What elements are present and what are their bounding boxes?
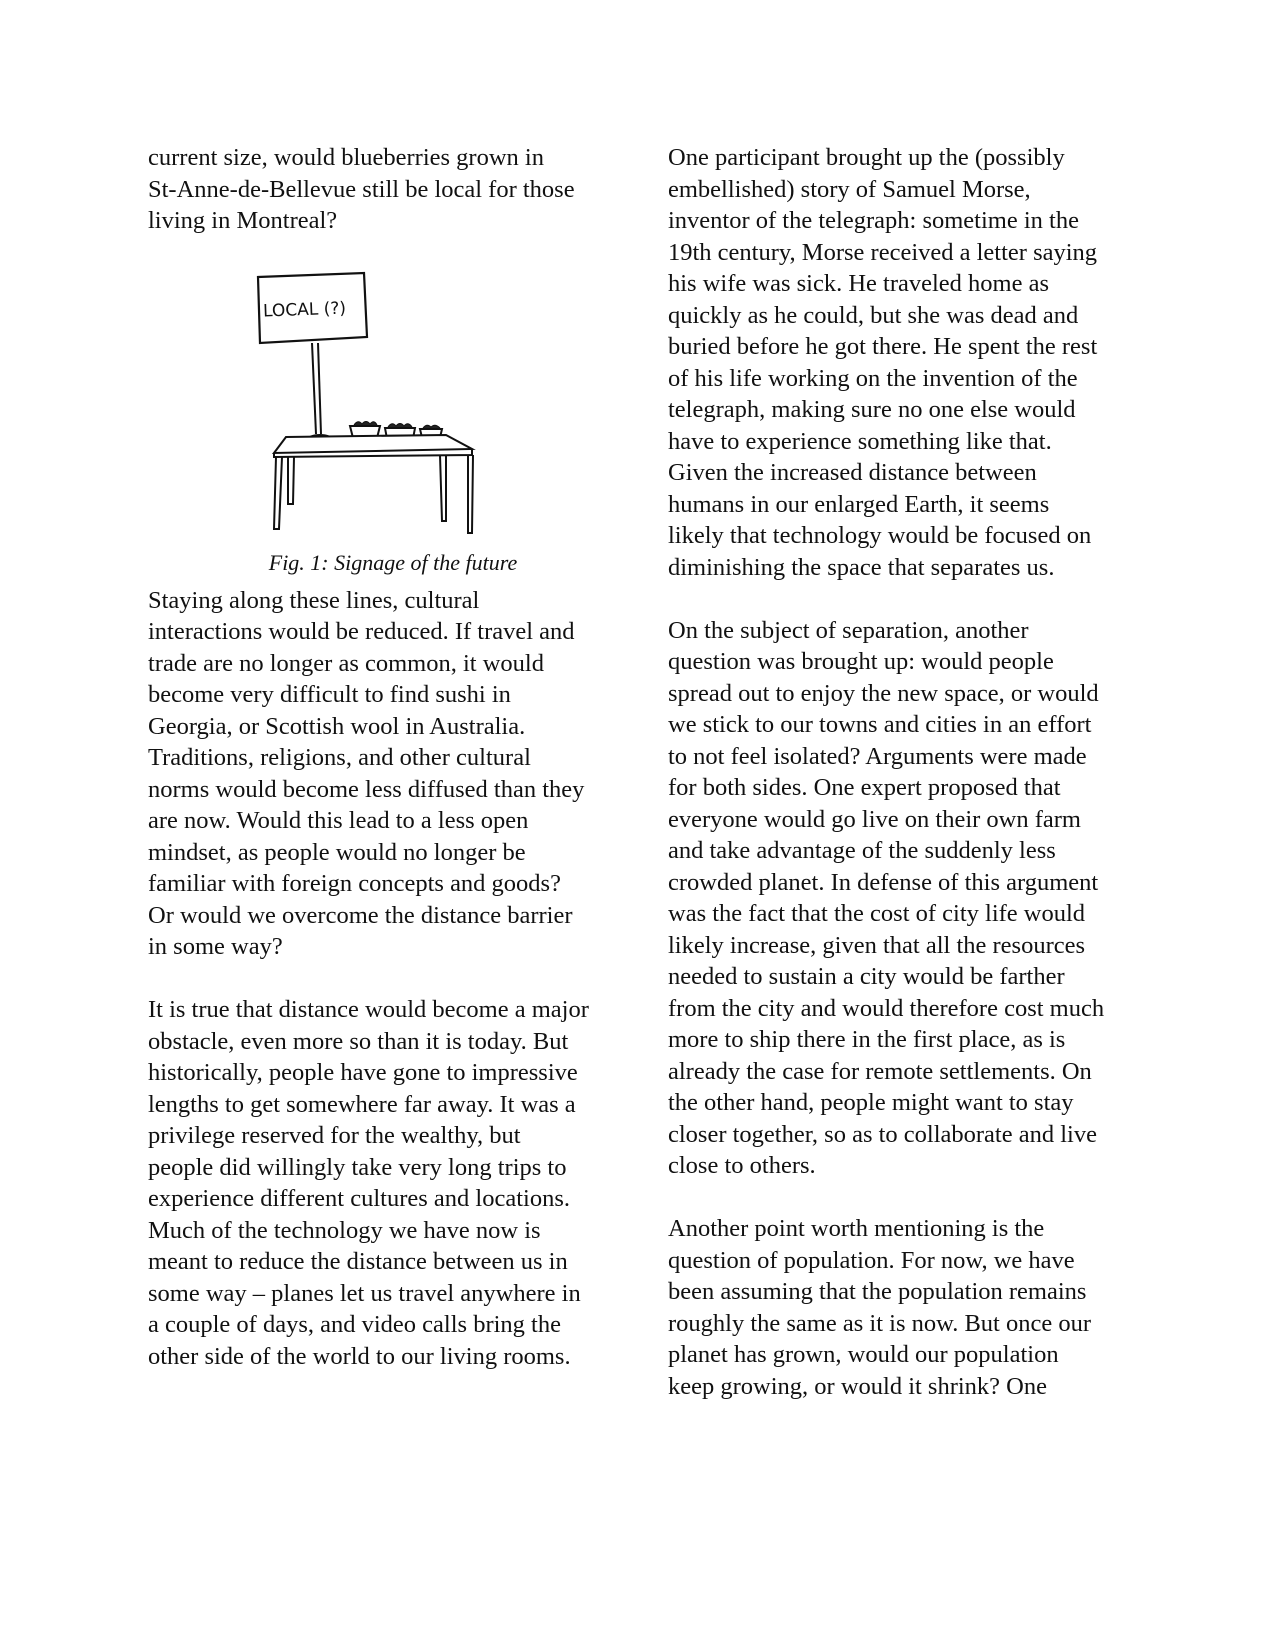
text-line: question was brought up: would people [668, 648, 1054, 675]
text-line: to not feel isolated? Arguments were made [668, 742, 1087, 770]
text-line: quickly as he could, but she was dead and [668, 301, 1079, 329]
paragraph-separation [668, 615, 1148, 1182]
text-line: diminishing the space that separates us. [668, 553, 1055, 581]
text-line: lengths to get somewhere far away. It was a [148, 1090, 576, 1118]
paragraph-spacer [148, 963, 618, 995]
local-sign-table-illustration [246, 259, 486, 539]
text-line: Given the increased distance between [668, 459, 1037, 486]
text-line: inventor of the telegraph: sometime in the [668, 207, 1079, 234]
text-line: are now. Would this lead to a less open [148, 807, 529, 834]
text-line: Much of the technology we have now is [148, 1216, 541, 1244]
text-line: privilege reserved for the wealthy, but [148, 1122, 521, 1149]
text-line: needed to sustain a city would be farther [668, 963, 1065, 990]
text-line: keep growing, or would it shrink? One [668, 1372, 1047, 1400]
text-line: already the case for remote settlements. On [668, 1057, 1092, 1085]
figure-local-sign [148, 237, 618, 585]
text-line: from the city and would therefore cost much [668, 994, 1105, 1022]
text-line: more to ship there in the first place, as is [668, 1026, 1066, 1053]
text-line: have to experience something like that. [668, 427, 1052, 455]
text-line: telegraph, making sure no one else would [668, 396, 1076, 423]
text-line: likely that technology would be focused on [668, 522, 1092, 549]
paragraph-cultural-interactions [148, 585, 618, 963]
left-column [148, 142, 618, 1372]
text-line: experience different cultures and locations. [148, 1185, 570, 1212]
text-line: close to others. [668, 1152, 816, 1179]
text-line: and take advantage of the suddenly less [668, 837, 1056, 864]
text-line: On the subject of separation, another [668, 616, 1029, 644]
text-line: other side of the world to our living rooms. [148, 1342, 571, 1370]
text-line: It is true that distance would become a major [148, 996, 589, 1023]
text-line: living in Montreal? [148, 207, 338, 234]
text-line: St-Anne-de-Bellevue still be local for those [148, 175, 575, 203]
text-line: Another point worth mentioning is the [668, 1215, 1045, 1242]
text-line: trade are no longer as common, it would [148, 649, 544, 677]
text-line: buried before he got there. He spent the rest [668, 333, 1098, 360]
text-line: people did willingly take very long trips to [148, 1153, 567, 1181]
text-line: One participant brought up the (possibly [668, 144, 1065, 171]
text-line: in some way? [148, 933, 283, 960]
text-line: was the fact that the cost of city life would [668, 900, 1086, 927]
text-line: Staying along these lines, cultural [148, 586, 480, 614]
text-line: norms would become less diffused than they [148, 775, 585, 803]
text-line: the other hand, people might want to stay [668, 1089, 1074, 1116]
text-line: question of population. For now, we have [668, 1246, 1075, 1274]
text-line: Georgia, or Scottish wool in Australia. [148, 712, 526, 740]
paragraph-samuel-morse [668, 142, 1148, 583]
text-line: become very difficult to find sushi in [148, 681, 511, 708]
text-line: spread out to enjoy the new space, or would [668, 679, 1099, 707]
text-line: some way – planes let us travel anywhere in [148, 1279, 581, 1307]
text-line: been assuming that the population remains [668, 1278, 1087, 1305]
text-line: planet has grown, would our population [668, 1341, 1059, 1368]
text-line: meant to reduce the distance between us in [148, 1248, 568, 1275]
text-line: current size, would blueberries grown in [148, 144, 544, 171]
text-line: of his life working on the invention of the [668, 364, 1078, 392]
text-line: mindset, as people would no longer be [148, 838, 526, 866]
paragraph-population [668, 1213, 1148, 1402]
figure-caption: Fig. 1: Signage of the future [268, 549, 518, 575]
text-line: familiar with foreign concepts and goods? [148, 870, 561, 897]
text-line: crowded planet. In defense of this argument [668, 868, 1099, 896]
text-line: we stick to our towns and cities in an effort [668, 711, 1092, 738]
paragraph-spacer [668, 1182, 1148, 1214]
text-line: closer together, so as to collaborate and live [668, 1120, 1097, 1148]
text-line: for both sides. One expert proposed that [668, 774, 1061, 801]
text-line: likely increase, given that all the resources [668, 931, 1086, 959]
text-line: roughly the same as it is now. But once our [668, 1309, 1092, 1337]
text-line: his wife was sick. He traveled home as [668, 270, 1049, 297]
paragraph-spacer [668, 583, 1148, 615]
text-line: Or would we overcome the distance barrier [148, 901, 573, 929]
text-line: interactions would be reduced. If travel and [148, 618, 575, 645]
text-line: historically, people have gone to impressive [148, 1059, 578, 1086]
text-line: embellished) story of Samuel Morse, [668, 175, 1031, 203]
text-line: everyone would go live on their own farm [668, 805, 1081, 833]
text-line: humans in our enlarged Earth, it seems [668, 490, 1050, 518]
sign-text: LOCAL (?) [262, 298, 347, 321]
text-line: a couple of days, and video calls bring the [148, 1311, 561, 1338]
paragraph-blueberries [148, 142, 618, 237]
paragraph-distance-obstacle [148, 994, 618, 1372]
text-line: obstacle, even more so than it is today. But [148, 1027, 569, 1055]
text-line: Traditions, religions, and other cultural [148, 744, 531, 771]
text-line: 19th century, Morse received a letter saying [668, 238, 1098, 266]
right-column [668, 142, 1148, 1402]
